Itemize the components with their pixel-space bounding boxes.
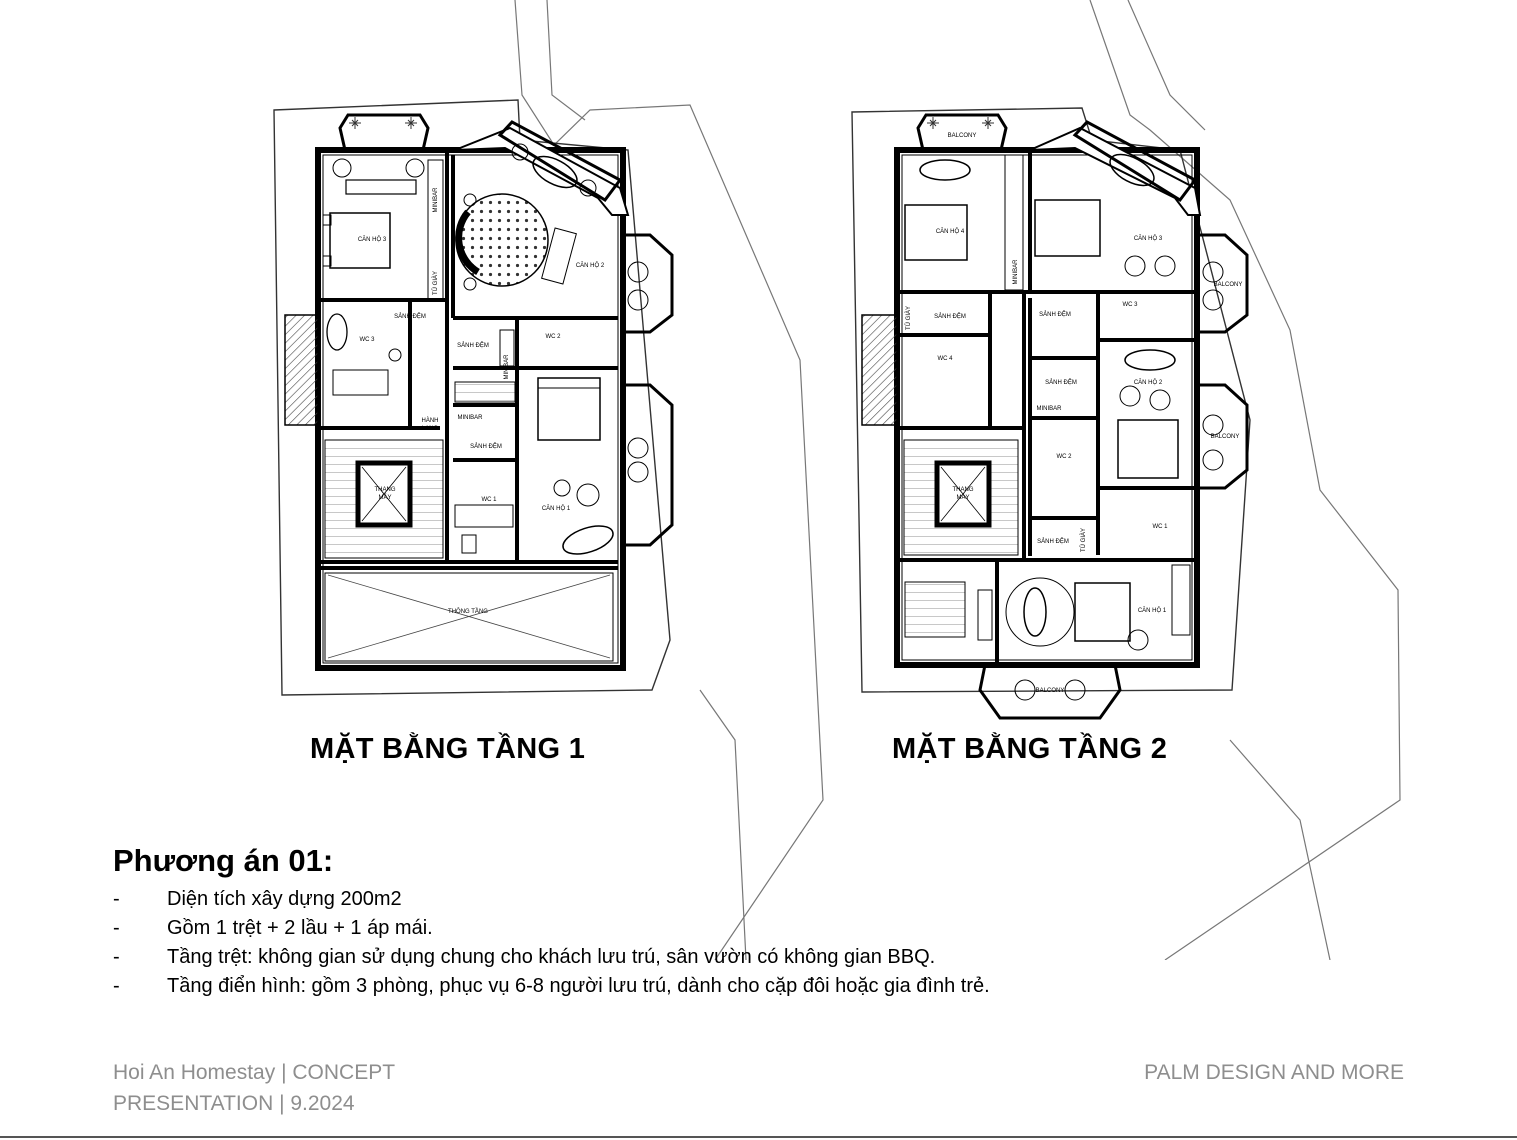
site-boundary-line — [1090, 0, 1400, 960]
footer-project-line: PRESENTATION | 9.2024 — [113, 1092, 355, 1115]
site-boundary-line — [1128, 0, 1205, 130]
label-can-ho-1: CĂN HỘ 1 — [541, 506, 571, 512]
label-thang-may: THANG — [952, 487, 974, 493]
label-minibar: MINIBAR — [1013, 259, 1019, 285]
label-thang-may: THANG — [374, 487, 396, 493]
footer-project-line: Hoi An Homestay | CONCEPT — [113, 1061, 396, 1084]
scheme-section — [113, 843, 990, 1001]
bottom-divider — [0, 1136, 1517, 1138]
label-tu-giay: TỦ GIÀY — [906, 305, 912, 331]
list-item — [113, 914, 990, 943]
label-can-ho-3: CĂN HỘ 3 — [1133, 236, 1163, 242]
footer-project-info — [113, 1057, 395, 1119]
bullet-dash: - — [113, 975, 120, 997]
label-balcony: BALCONY — [1213, 282, 1243, 288]
plan-2-title: MẶT BẰNG TẦNG 2 — [892, 733, 1168, 765]
label-balcony: BALCONY — [947, 133, 977, 139]
label-thang-may: MÁY — [956, 495, 970, 501]
label-sanh-dem: SẢNH ĐỆM — [1037, 539, 1069, 545]
label-balcony: BALCONY — [1210, 434, 1240, 440]
list-item-text: Gồm 1 trệt + 2 lầu + 1 áp mái. — [167, 917, 433, 939]
scheme-title: Phương án 01: — [113, 843, 334, 878]
scheme-list — [113, 885, 990, 1001]
plan-1-drawing — [274, 0, 823, 960]
list-item — [113, 885, 990, 914]
list-item-text: Diện tích xây dựng 200m2 — [167, 888, 402, 910]
label-wc-3: WC 3 — [359, 337, 375, 343]
label-can-ho-1: CĂN HỘ 1 — [1137, 608, 1167, 614]
label-sanh-dem: SẢNH ĐỆM — [457, 343, 489, 349]
label-thong-tang: THÔNG TẦNG — [448, 609, 488, 615]
list-item-text: Tầng trệt: không gian sử dụng chung cho khách lưu trú, sân vườn có không gian BBQ. — [167, 946, 936, 968]
label-wc-3: WC 3 — [1122, 302, 1138, 308]
label-hanh-lang: LANG — [421, 426, 439, 432]
label-sanh-dem: SẢNH ĐỆM — [1039, 312, 1071, 318]
label-tu-giay: TỦ GIÀY — [433, 270, 439, 296]
label-sanh-dem: SẢNH ĐỆM — [470, 444, 502, 450]
label-hanh-lang: HÀNH — [421, 418, 439, 424]
label-sanh-dem: SẢNH ĐỆM — [1045, 380, 1077, 386]
site-boundary-line — [1230, 740, 1330, 960]
footer-company: PALM DESIGN AND MORE — [1144, 1061, 1404, 1084]
list-item-text: Tầng điển hình: gồm 3 phòng, phục vụ 6-8 người lưu trú, dành cho cặp đôi hoặc gia đình trẻ. — [167, 975, 990, 997]
label-wc-2: WC 2 — [1056, 454, 1072, 460]
bullet-dash: - — [113, 946, 120, 968]
list-item — [113, 972, 990, 1001]
label-wc-1: WC 1 — [481, 497, 497, 503]
label-minibar: MINIBAR — [1036, 406, 1062, 412]
label-can-ho-2: CĂN HỘ 2 — [575, 263, 605, 269]
label-minibar: MINIBAR — [433, 187, 439, 213]
label-tu-giay: TỦ GIÀY — [1081, 527, 1087, 553]
bullet-dash: - — [113, 888, 120, 910]
label-can-ho-2: CĂN HỘ 2 — [1133, 380, 1163, 386]
plan-2-drawing — [852, 0, 1400, 960]
label-can-ho-4: CĂN HỘ 4 — [935, 229, 965, 235]
label-can-ho-3: CĂN HỘ 3 — [357, 237, 387, 243]
plan-1-title: MẶT BẰNG TẦNG 1 — [310, 733, 586, 765]
label-wc-4: WC 4 — [937, 356, 953, 362]
label-wc-2: WC 2 — [545, 334, 561, 340]
bullet-dash: - — [113, 917, 120, 939]
label-balcony: BALCONY — [1035, 688, 1065, 694]
label-minibar: MINIBAR — [457, 415, 483, 421]
site-boundary-line — [547, 0, 585, 120]
label-wc-1: WC 1 — [1152, 524, 1168, 530]
list-item — [113, 943, 990, 972]
label-sanh-dem: SẢNH ĐỆM — [934, 314, 966, 320]
label-minibar: MINIBAR — [504, 354, 510, 380]
label-sanh-dem: SẢNH ĐỆM — [394, 314, 426, 320]
label-thang-may: MÁY — [378, 495, 392, 501]
